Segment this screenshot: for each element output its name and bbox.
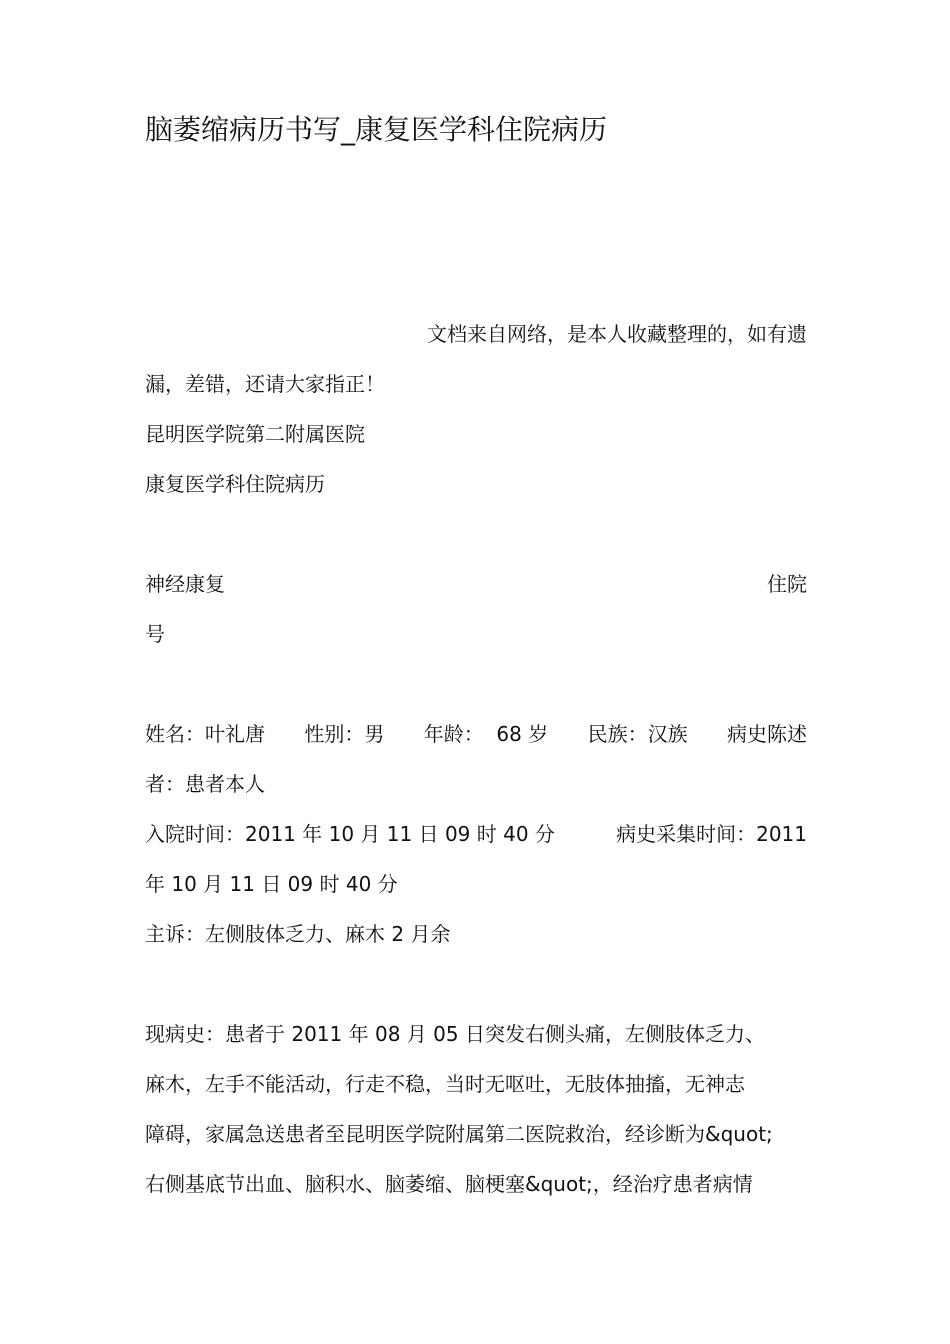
narrator-value: 者：患者本人 [145,772,265,796]
document-title: 脑萎缩病历书写_康复医学科住院病历 [145,113,608,146]
admission-time-row [145,820,807,848]
present-illness-line: 障碍，家属急送患者至昆明医学院附属第二医院救治，经诊断为&quot; [145,1122,773,1146]
department-row [145,570,807,598]
intro-line-2: 漏，差错，还请大家指正！ [145,372,385,396]
narrator-label: 病史陈述 [726,722,807,746]
present-illness-line: 右侧基底节出血、脑积水、脑萎缩、脑梗塞&quot;，经治疗患者病情 [145,1172,753,1196]
department-name: 神经康复 [145,572,225,596]
record-type: 康复医学科住院病历 [145,472,325,496]
patient-sex: 性别：男 [304,722,385,746]
present-illness-line: 麻木，左手不能活动，行走不稳，当时无呕吐，无肢体抽搐，无神志 [145,1072,745,1096]
patient-info-row [145,720,807,748]
chief-complaint: 主诉：左侧肢体乏力、麻木 2 月余 [145,922,451,946]
patient-name: 姓名：叶礼唐 [145,722,265,746]
admission-number-label-cont: 号 [145,622,165,646]
history-collection-time-cont: 年 10 月 11 日 09 时 40 分 [145,872,398,896]
hospital-name: 昆明医学院第二附属医院 [145,422,365,446]
patient-age: 年龄： 68 岁 [423,722,549,746]
admission-number-label: 住院 [767,572,807,596]
patient-ethnicity: 民族：汉族 [587,722,688,746]
present-illness-line: 现病史：患者于 2011 年 08 月 05 日突发右侧头痛，左侧肢体乏力、 [145,1022,765,1046]
admission-time: 入院时间：2011 年 10 月 11 日 09 时 40 分 [145,822,555,846]
history-collection-time: 病史采集时间：2011 [616,822,807,846]
intro-line-1: 文档来自网络，是本人收藏整理的，如有遗 [427,322,807,346]
